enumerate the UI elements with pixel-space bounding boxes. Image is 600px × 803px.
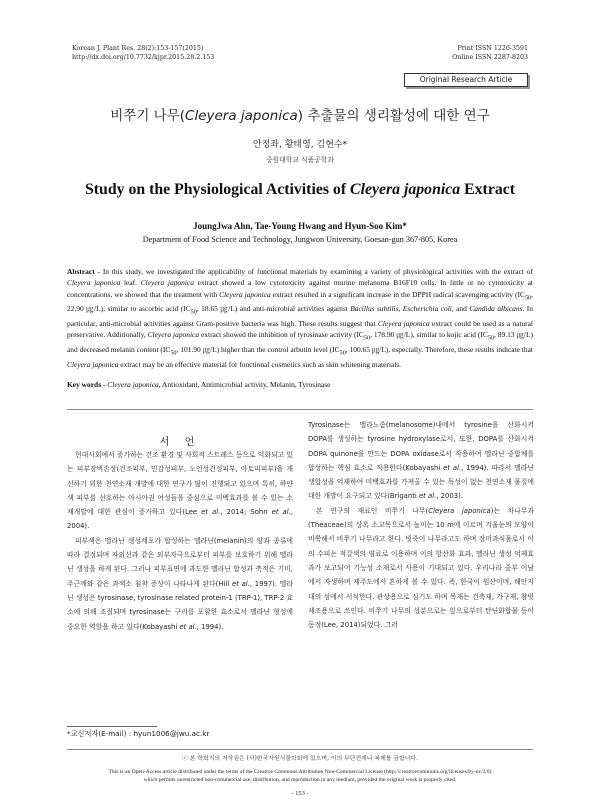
- license-notice: [0, 769, 600, 785]
- citation-etal: et al.: [443, 463, 462, 472]
- korean-title-species: Cleyera japonica: [185, 108, 298, 124]
- article-type-badge: Original Research Article: [404, 73, 528, 87]
- keywords-list: , Antioxidant, Antimicrobial activity, Melanin, Tyrosinase: [158, 380, 331, 389]
- paragraph-text: )는 차나무과(Theaceae)의 상록 소교목으로서 높이는 10 m에 이르며 겨울눈의 모양이 비쭉해서 비쭈기 나무라고 한다. 빗죽이 나무라고도 하며 장미과식물로서 이의 수피는 적갈색의 염료로 이용하며 이의 항산화 효과, 멜라닌 생성 억제효과가 보고되어 기능성 소재로서 사용이 기대되고 있다. 우리나라 중부 이남에서 자생하며 제주도에서 흔하게 볼 수 있다. 즉, 한국이 원산이며, 해안지대의 섬에서 서식한다. 관상용으로 심기도 하며 목재는 건축재, 가구재, 참빗 제조용으로 쓰인다. 비쭈기 나무의 성분으로는 잎으로부터 탄닌화합물 등이 동정(Lee, 2014)되었다. 그러: [308, 506, 534, 630]
- abstract-species: Bacillus subtilis: [350, 304, 399, 314]
- paragraph-text: , 1994).: [196, 622, 224, 631]
- introduction-heading: 서 언: [159, 437, 201, 448]
- doi-link[interactable]: http://dx.doi.org/10.7732/kjpr.2015.28.2.153: [72, 54, 215, 61]
- body-column-right: [308, 418, 534, 632]
- paragraph-text: 피부색은 멜라닌 생성세포가 합성하는 멜라닌(melanin)의 양과 종류에 따라 결정되며 자외선과 같은 외부자극으로부터 피부를 보호하기 위해 멜라닌 생성을 하게 된다. 그러나 피부표면에 과도한 멜라닌 합성과 축적은 기미, 주근깨와 같은 과색소 침착 증상이 나타나게 된다(Hill: [67, 536, 293, 588]
- paragraph-text: , 2004).: [67, 508, 294, 531]
- abstract-text: , 18.65 ㎍/L) and anti-microbial activities against: [196, 304, 351, 314]
- citation-etal: et al.: [201, 508, 221, 517]
- korean-affiliation: 중원대학교 식품공학과: [266, 156, 334, 164]
- english-title-post: Extract: [460, 181, 515, 198]
- keyword-species: Cleyera japonica: [105, 380, 159, 389]
- paragraph: [308, 418, 534, 504]
- korean-title-pre: 비쭈기 나무(: [110, 108, 186, 124]
- paragraph-text: , 1994). 따라서 멜라닌 생합성을 억제하여 미백효과를 가져올 수 있는 독성이 없는 천연소재 물질에 대한 개발이 요구되고 있다(Briganti: [308, 463, 534, 501]
- online-issn: Online ISSN 2287-8203: [452, 54, 528, 61]
- abstract-subscript: 50: [487, 334, 495, 342]
- footnote-divider: [67, 726, 157, 727]
- license-line: which permits unrestricted non-commercial use, distribution, and reproduction in any medium, provided the original work is properly cited.: [143, 776, 457, 783]
- abstract-subscript: 50: [363, 334, 371, 342]
- keywords: [67, 380, 533, 389]
- citation-etal: et al.: [231, 579, 250, 588]
- paragraph-text: , 2003).: [436, 492, 463, 501]
- abstract-species: Escherichia coli: [402, 304, 452, 314]
- paragraph-text: 본 연구의 재료인 비쭈기 나무(: [316, 506, 429, 515]
- section-divider: [67, 409, 533, 410]
- paragraph-text: 현대사회에서 증가하는 건조 환경 및 사회적 스트레스 등으로 익화되고 있는 피부장벽손상(건조피부, 민감성피부, 노인성건성피부, 아토피피부)을 개선하기 위한 천연소재 개발에 대한 연구가 많이 진행되고 있으며 특히, 하얀색 피부를 선호하는 아시아권 여성들을 중심으로 미백효과를 볼 수 있는 소재개발에 대한 관심이 증가하고 있다(Lee: [67, 451, 293, 517]
- citation-etal: et al.: [179, 622, 197, 631]
- abstract-species: Cleyera japonica: [67, 278, 121, 288]
- journal-citation: [72, 44, 214, 62]
- abstract-text: - In this study, we investigated the applicability of functional materials by examining a variety of physiological activities with the extract of: [94, 267, 533, 276]
- abstract-text: extract may be an effective material for functional cosmetics such as skin whitening materials.: [118, 359, 402, 369]
- abstract-species: Cleyera japonica: [67, 359, 119, 369]
- copyright-notice: ⓒ 본 학회지의 저작권은 (사)한국자원식물학회에 있으며, 이의 무단전재나 복제를 금합니다.: [182, 756, 418, 762]
- abstract-text: extract could be used as a natural preservative. Additionally,: [67, 318, 533, 340]
- abstract-species: Cleyera japonica: [147, 330, 200, 340]
- abstract-subscript: 50: [190, 308, 197, 316]
- journal-reference: Korean J. Plant Res. 28(2):153-157(2015): [72, 45, 204, 52]
- abstract-species: Cleyera japonica: [219, 289, 271, 299]
- citation-etal: et al.: [418, 492, 437, 501]
- page-number: - 153 -: [291, 790, 309, 797]
- license-line: This is an Open-Access article distributed under the terms of the Creative Commons Attribution Non-Commercial License (http://creativecommons.org/licenses/by-nc/3.0): [108, 769, 492, 775]
- abstract-species: Cleyera japonica: [377, 318, 430, 328]
- korean-authors: 안정좌, 황태영, 김현수*: [252, 140, 348, 150]
- abstract-species: Cleyera japonica: [140, 278, 194, 288]
- abstract-text: extract showed the inhibition of tyrosinase activity (IC: [199, 330, 364, 340]
- abstract-subscript: 50: [339, 349, 346, 357]
- abstract-text: , 101.90 ㎍/L) higher than the control arbutin level (IC: [176, 344, 340, 354]
- abstract-text: leaf.: [120, 278, 141, 288]
- paragraph-text: , 2014; Sohn: [220, 508, 272, 517]
- paragraph: [67, 534, 293, 634]
- abstract-text: , and: [451, 304, 470, 314]
- citation-etal: et al.: [271, 508, 291, 517]
- abstract-text: , 178.90 ㎍/L), similar to kojic acid (IC: [370, 330, 488, 340]
- keywords-label: Key words -: [67, 380, 106, 389]
- abstract-text: , 100.65 ㎍/L), especially. Therefore, these results indicate that: [345, 344, 533, 354]
- abstract-subscript: 50: [170, 349, 177, 357]
- abstract-text: , 89.13 ㎍/L) and decreased melanin content (IC: [67, 330, 534, 354]
- korean-title-post: ) 추출물의 생리활성에 대한 연구: [297, 108, 490, 124]
- abstract-label: Abstract: [67, 267, 95, 276]
- body-column-left: [67, 448, 293, 634]
- paragraph-text: Tyrosinase는 멜라노좀(melanosome)내에서 tyrosine을 산화시켜 DOPA를 생성하는 tyrosine hydroxylase로서, 또한, DOPA를 산화시켜 DOPA quinone을 만드는 DOPA oxidase로서 작용하여 멜라닌 중합체를 합성하는 핵심 효소로 작용한다(Kobayashi: [308, 421, 534, 472]
- abstract-species: Candida albicans: [469, 304, 523, 314]
- abstract-text: ,: [398, 304, 403, 314]
- issn-block: [452, 44, 528, 62]
- abstract-text: extract resulted in a significant increase in the DPPH radical scavenging activity (IC: [270, 289, 525, 299]
- english-title: [0, 181, 600, 199]
- korean-title: [0, 104, 600, 124]
- english-authors: JoungJwa Ahn, Tae-Young Hwang and Hyun-Soo Kim*: [193, 221, 407, 231]
- english-affiliation: Department of Food Science and Technology, Jungwon University, Goesan-gun 367-805, Korea: [142, 235, 458, 244]
- corresponding-author-footnote: *교신저자(E-mail) : hyun1006@jwu.ac.kr: [67, 729, 210, 738]
- english-title-pre: Study on the Physiological Activities of: [85, 181, 351, 198]
- species-name: Cleyera japonica: [428, 506, 491, 515]
- english-title-species: Cleyera japonica: [350, 181, 461, 198]
- abstract-subscript: 50: [524, 293, 532, 301]
- paragraph-text: , 1997). 멜라닌 생성은 tyrosinase, tyrosinase related protein-1 (TRP-1), TRP-2 효소에 의해 조절되며 tyrosinase는 구리를 포함한 효소로서 멜라닌 형성에 중요한 역할을 하고 있다(Kobayashi: [67, 579, 293, 631]
- abstract-text: , 22.90 ㎍/L), similar to ascorbic acid (IC: [67, 289, 533, 314]
- paragraph: [308, 504, 534, 633]
- paragraph: [67, 448, 293, 534]
- footer-divider: [67, 749, 533, 750]
- abstract: [67, 266, 533, 370]
- print-issn: Print ISSN 1226-3591: [457, 45, 528, 52]
- abstract-text: . In particular, anti-microbial activities against Gram-positive bacteria was high. These results suggest that: [67, 304, 533, 328]
- abstract-text: extract showed a low cytotoxicity against murine melanoma B16F10 cells. In little or no cytotoxicity at concentrations, we showed that the treatment with: [67, 278, 533, 299]
